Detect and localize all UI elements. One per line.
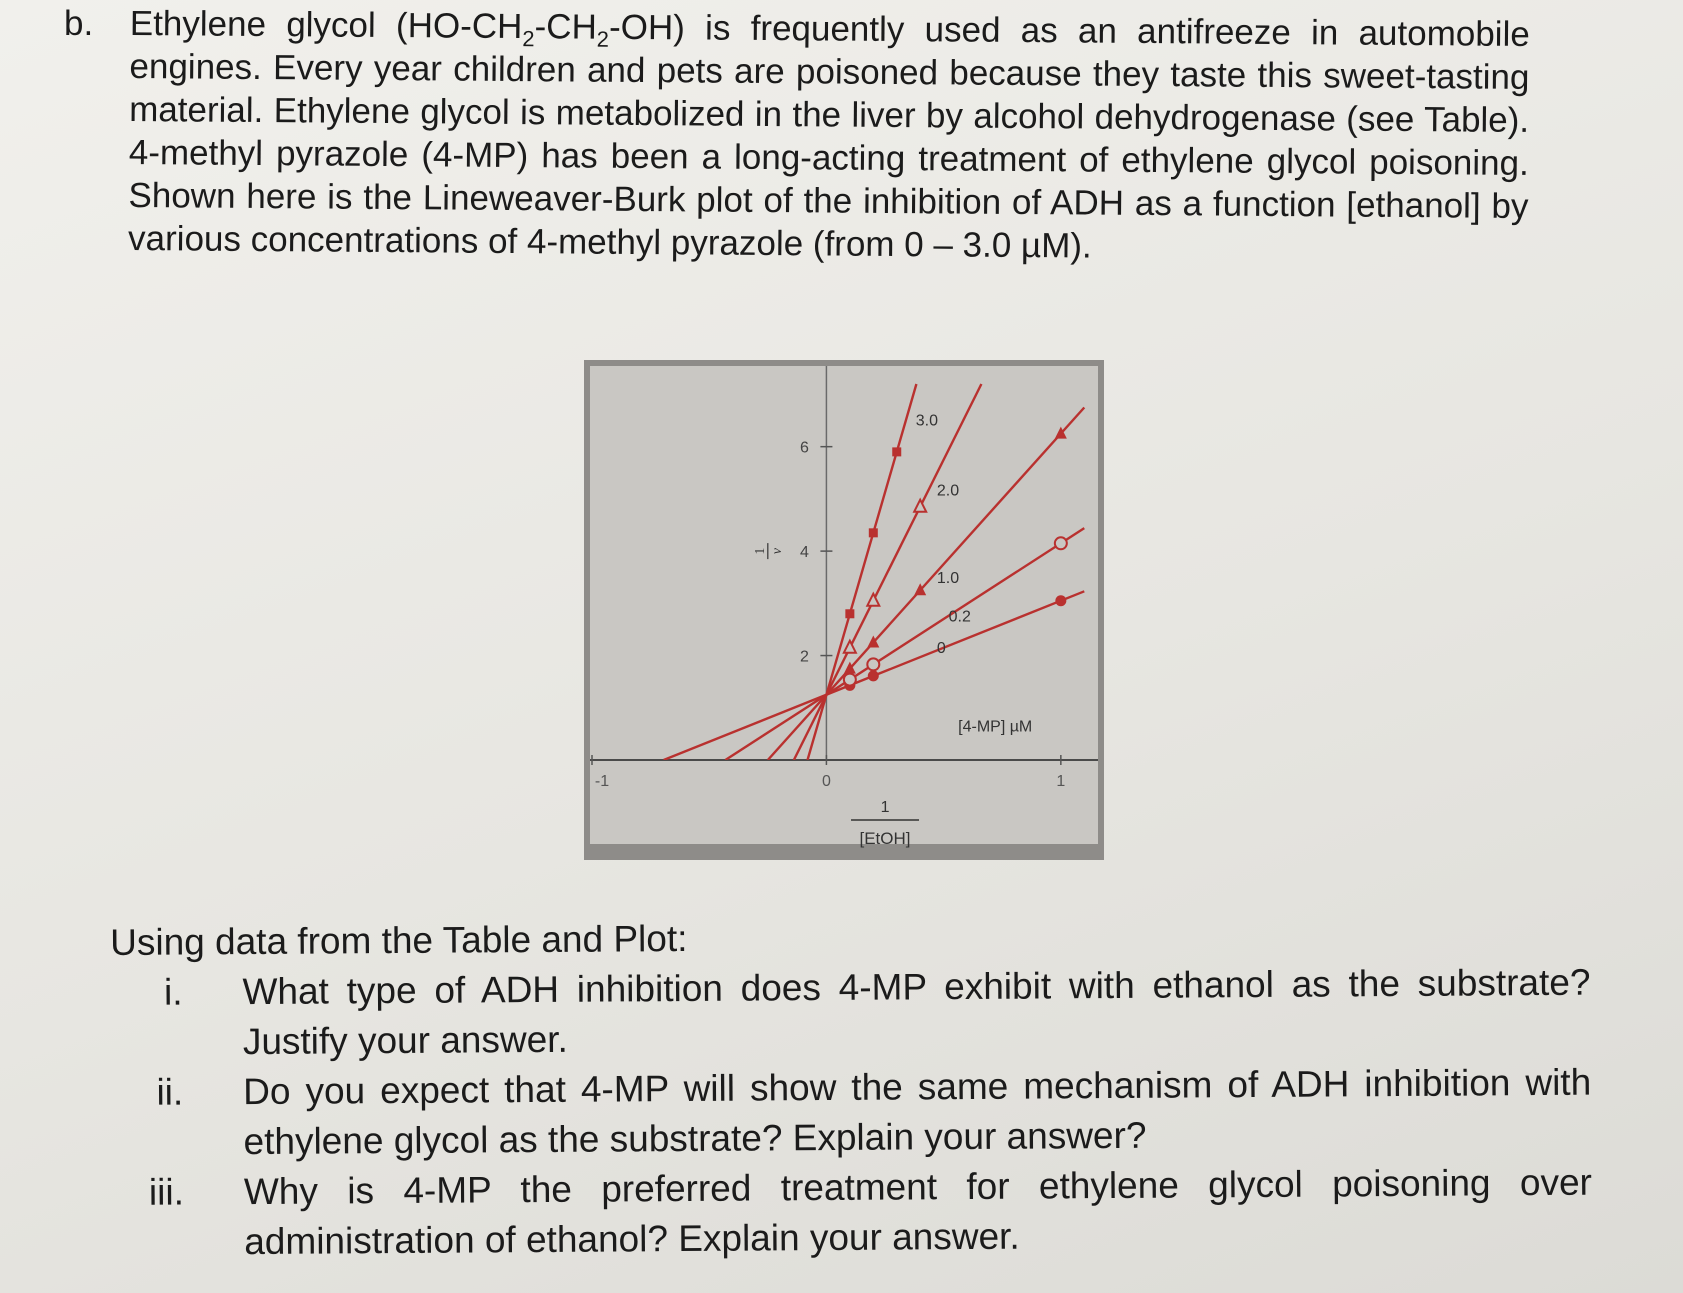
data-point (867, 658, 879, 670)
series-label: 0 (936, 640, 946, 658)
lineweaver-burk-plot (584, 360, 1104, 860)
data-point (868, 670, 879, 681)
x-tick-label: 0 (821, 773, 831, 790)
data-point (892, 447, 901, 456)
series-label: 2.0 (936, 482, 960, 500)
x-tick-label: 1 (1056, 773, 1066, 790)
series-label: 0.2 (948, 608, 971, 626)
data-point (844, 674, 856, 686)
data-point (869, 528, 878, 537)
x-label-numerator: 1 (880, 799, 890, 816)
question-number: iii. (148, 1171, 185, 1213)
problem-text-rest: -OH) is frequently used as an antifreeze in automobile engines. Every year children and pets are poisoned because they taste this sweet-tasting material. Ethylene glycol is metabolized in the liver by alcohol dehydrogenase (see Table). 4-methyl pyrazole (4-MP) has been a long-acting treatment of ethylene glycol poisoning. Shown here is the Lineweaver-Burk plot of the inhibition of ADH as a function [ethanol] by various concentrations of 4-methyl pyrazole (from 0 – 3.0 µM). (127, 7, 1530, 266)
series-label: 3.0 (915, 412, 939, 430)
subscript-2-first: 2 (522, 26, 535, 52)
questions-block (110, 908, 1612, 1268)
x-label-denominator: [EtOH] (859, 829, 911, 848)
subscript-2-second: 2 (596, 26, 610, 52)
y-tick-label: 4 (799, 544, 809, 562)
lineweaver-burk-figure (584, 360, 1104, 860)
y-label-numerator: 1 (752, 547, 768, 555)
y-label-denominator: v (769, 548, 785, 555)
question-text: Do you expect that 4-MP will show the same mechanism of ADH inhibition with ethylene glycol as the substrate? Explain your answer? (243, 1061, 1592, 1163)
y-tick-label: 6 (799, 439, 809, 457)
question-item (110, 958, 1611, 1068)
question-item (111, 1058, 1612, 1168)
plot-panel (590, 366, 1098, 844)
y-tick-label: 2 (799, 648, 809, 666)
problem-text-mid: -CH (534, 7, 597, 47)
series-label: 1.0 (936, 570, 960, 588)
problem-label: b. (64, 4, 94, 43)
legend-title: [4-MP] µM (958, 718, 1033, 736)
question-text: Why is 4-MP the preferred treatment for ethylene glycol poisoning over administration of ethanol? Explain your answer. (243, 1161, 1593, 1263)
problem-paragraph (128, 2, 1530, 271)
question-text: What type of ADH inhibition does 4-MP exhibit with ethanol as the substrate? Justify your answer. (242, 961, 1591, 1063)
question-number: i. (163, 971, 183, 1013)
data-point (845, 609, 854, 618)
question-item (112, 1158, 1613, 1268)
question-number: ii. (156, 1071, 184, 1113)
x-tick-label: -1 (594, 773, 610, 790)
questions-intro: Using data from the Table and Plot: (110, 917, 688, 963)
data-point (1055, 595, 1066, 606)
data-point (1055, 537, 1067, 549)
problem-text-lead: Ethylene glycol (HO-CH (129, 3, 523, 47)
